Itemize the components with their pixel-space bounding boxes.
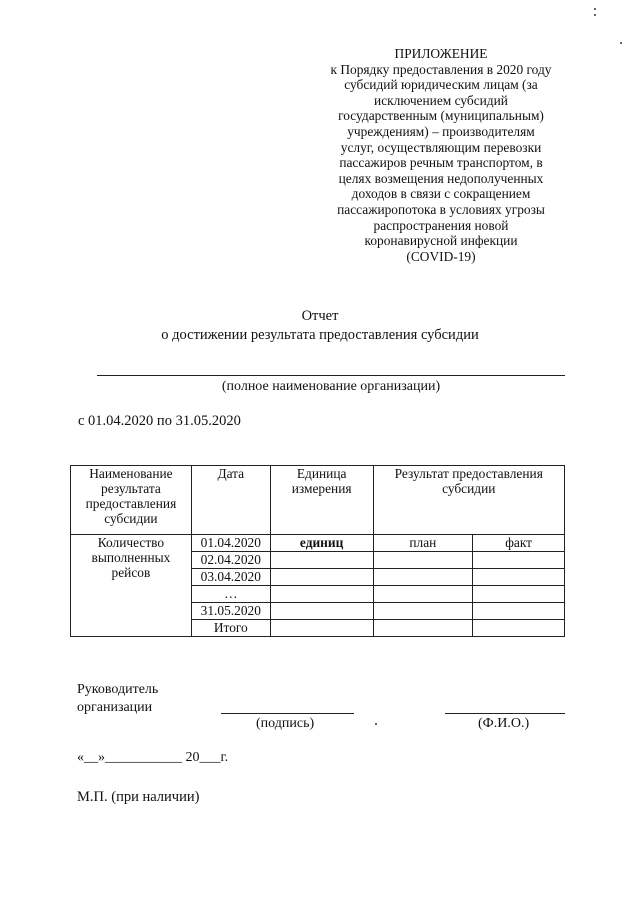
manager-line: Руководитель	[77, 682, 159, 697]
fact-header-cell: факт	[473, 535, 565, 552]
stamp-label: М.П. (при наличии)	[77, 789, 200, 805]
scan-speck	[375, 723, 377, 725]
unit-cell	[270, 552, 373, 569]
appendix-line: ПРИЛОЖЕНИЕ	[394, 46, 488, 61]
appendix-line: распространения новой	[373, 217, 509, 233]
report-title: Отчет	[301, 308, 339, 324]
appendix-line: пассажиров речным транспортом, в	[339, 155, 543, 171]
unit-cell: единиц	[270, 535, 373, 552]
plan-cell	[373, 603, 473, 620]
unit-cell	[270, 620, 373, 637]
unit-cell	[270, 586, 373, 603]
unit-cell	[270, 603, 373, 620]
fact-cell	[473, 569, 565, 586]
fact-cell	[473, 552, 565, 569]
plan-cell	[373, 586, 473, 603]
date-cell: 03.04.2020	[191, 569, 270, 586]
date-cell: 01.04.2020	[191, 535, 270, 552]
plan-header-cell: план	[373, 535, 473, 552]
appendix-line: субсидий юридическим лицам (за	[344, 77, 538, 93]
appendix-line: услуг, осуществляющим перевозки	[340, 139, 542, 155]
manager-label	[77, 681, 158, 717]
header-result: Результат предоставления субсидии	[373, 466, 564, 535]
appendix-line: целях возмещения недополученных	[338, 170, 544, 186]
fact-cell	[473, 620, 565, 637]
appendix-line: исключением субсидий	[374, 92, 508, 108]
fact-cell	[473, 586, 565, 603]
plan-cell	[373, 552, 473, 569]
header-date: Дата	[191, 466, 270, 535]
appendix-line: к Порядку предоставления в 2020 году	[330, 61, 552, 77]
header-unit: Единица измерения	[270, 466, 373, 535]
signature-caption: (подпись)	[256, 716, 315, 731]
scan-speck	[620, 42, 622, 44]
report-subtitle: о достижении результата предоставления субсидии	[161, 327, 479, 343]
table-header-row	[71, 466, 565, 535]
scan-speck	[594, 8, 596, 10]
report-period: с 01.04.2020 по 31.05.2020	[78, 413, 241, 429]
table-row	[71, 535, 565, 552]
organization-caption: (полное наименование организации)	[221, 379, 441, 394]
plan-cell	[373, 620, 473, 637]
header-result-name: Наименование результата предоставления субсидии	[71, 466, 192, 535]
fio-line	[445, 713, 565, 714]
unit-cell	[270, 569, 373, 586]
appendix-line: (COVID-19)	[406, 248, 476, 264]
appendix-header	[310, 46, 572, 264]
manager-line: организации	[77, 700, 153, 715]
appendix-line: государственным (муниципальным)	[338, 108, 544, 124]
fact-cell	[473, 603, 565, 620]
plan-cell	[373, 569, 473, 586]
date-cell: 31.05.2020	[191, 603, 270, 620]
appendix-line: доходов в связи с сокращением	[351, 186, 531, 202]
fio-caption: (Ф.И.О.)	[478, 716, 530, 731]
scan-speck	[594, 14, 596, 16]
total-label-cell: Итого	[191, 620, 270, 637]
date-field: «__»___________ 20___г.	[77, 750, 229, 765]
organization-name-line	[97, 375, 565, 376]
indicator-cell: Количество выполненных рейсов	[71, 535, 192, 637]
appendix-line: учреждениям) – производителям	[347, 123, 535, 139]
appendix-line: коронавирусной инфекции	[364, 233, 518, 249]
appendix-line: пассажиропотока в условиях угрозы	[337, 201, 545, 217]
signature-line	[221, 713, 354, 714]
results-table	[70, 465, 565, 637]
date-cell: 02.04.2020	[191, 552, 270, 569]
date-cell: …	[191, 586, 270, 603]
